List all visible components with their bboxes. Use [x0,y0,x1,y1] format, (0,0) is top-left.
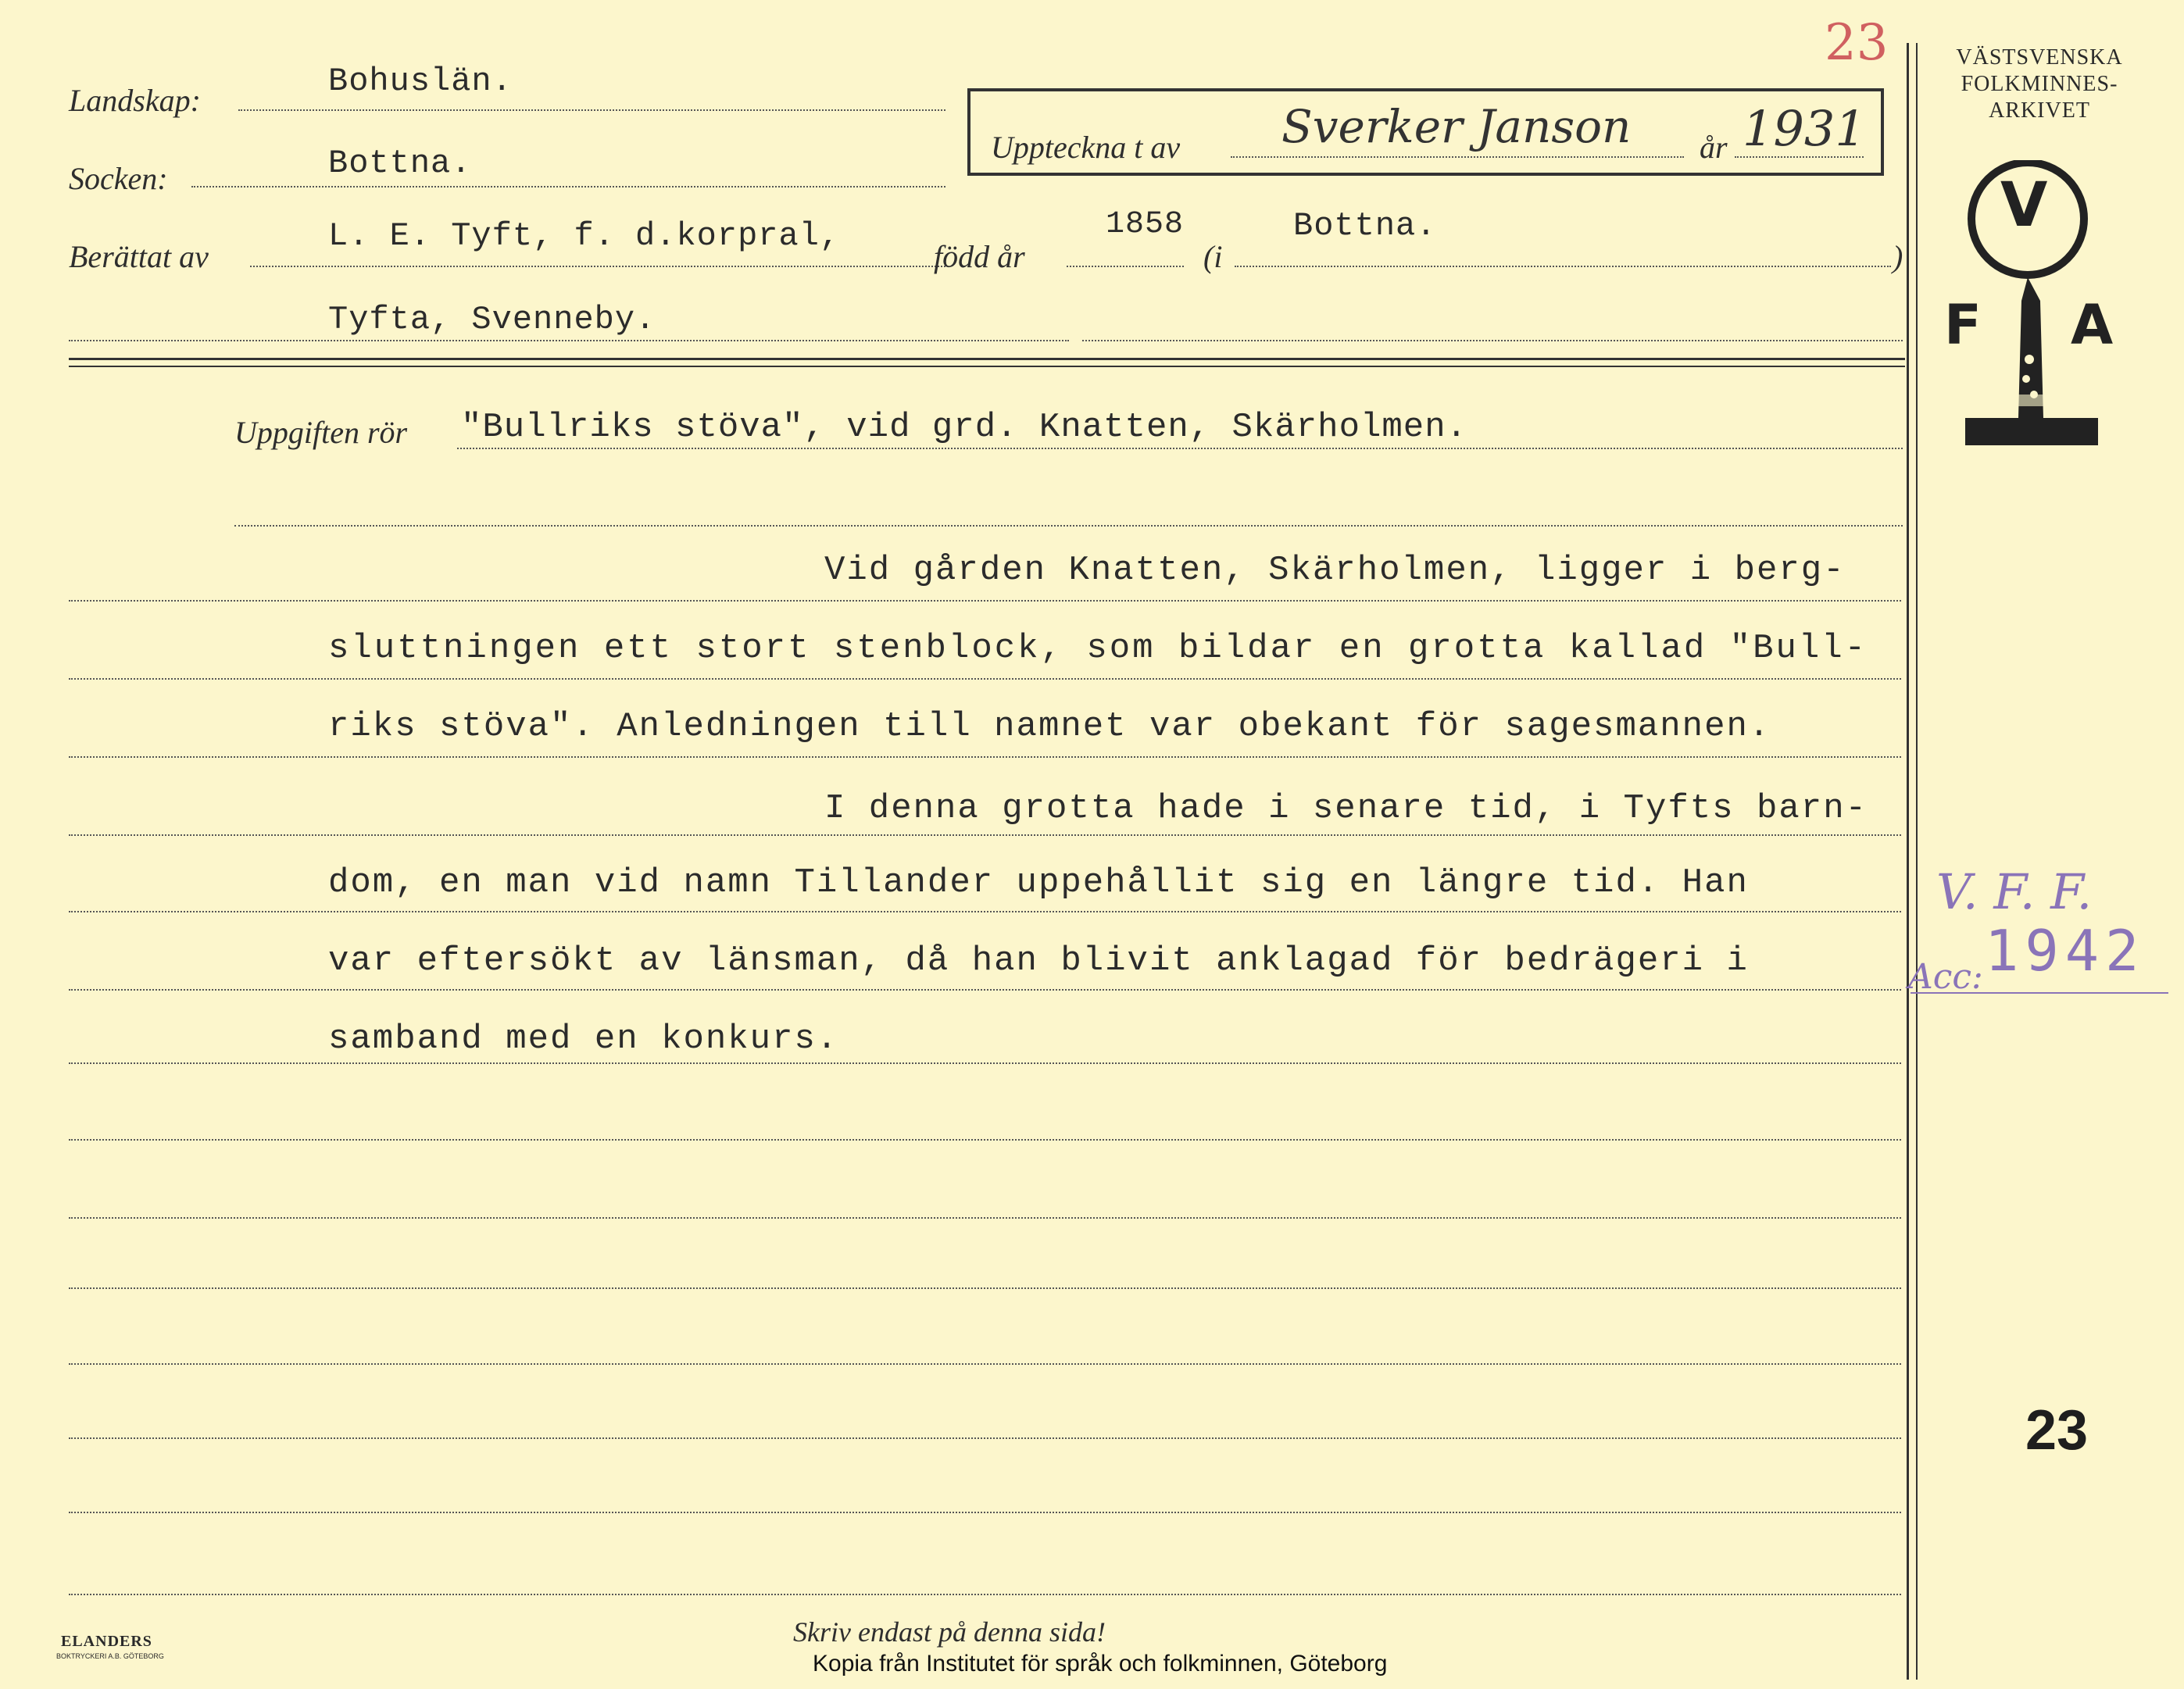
sheet-number: 23 [2025,1399,2089,1462]
writing-line [69,911,1901,912]
socken-label: Socken: [69,161,168,196]
landskap-label: Landskap: [69,83,201,118]
address-line-right [1082,340,1903,341]
stamp-vff: V. F. F. [1936,863,2093,920]
writing-line [69,1594,1901,1595]
fodd-place-open: (i [1203,239,1223,274]
copy-note: Kopia från Institutet för språk och folkminnen, Göteborg [813,1651,1388,1677]
subject-value: "Bullriks stöva", vid grd. Knatten, Skärholmen. [461,408,1468,447]
upptecknat-line [1231,156,1684,158]
ar-value: 1931 [1743,100,1866,157]
body-line-6: var eftersökt av länsman, då han blivit anklagad för bedrägeri i [328,941,1749,980]
address-value: Tyfta, Svenneby. [328,301,656,338]
body-line-7: samband med en konkurs. [328,1019,839,1059]
writing-line [69,834,1901,836]
landskap-value: Bohuslän. [328,62,513,100]
page-mark: 23 [1825,14,1889,72]
printer-sub: BOKTRYCKERI A.B. GÖTEBORG [56,1652,164,1660]
writing-line [69,678,1901,680]
subject-label: Uppgiften rör [234,415,408,450]
archive-name-2: FOLKMINNES- [1961,72,2118,96]
writing-line [69,756,1901,758]
fodd-line [1067,266,1184,267]
fodd-year: 1858 [1106,207,1185,242]
logo-letter-a: A [2071,293,2114,357]
fodd-place-close: ) [1893,239,1903,274]
footer-instruction: Skriv endast på denna sida! [793,1616,1106,1648]
socken-value: Bottna. [328,145,472,182]
header-rule-bottom [69,366,1905,367]
margin-rule-1 [1907,43,1909,1680]
body-line-1: Vid gården Knatten, Skärholmen, ligger i berg- [824,551,1846,590]
stamp-acc-label: Acc: [1908,957,1983,997]
subject-line [457,448,1903,449]
fodd-label: född år [934,239,1025,274]
socken-line [191,186,945,187]
header-rule-top [69,358,1905,360]
berattat-value: L. E. Tyft, f. d.korpral, [328,217,841,255]
archive-name-1: VÄSTSVENSKA [1956,45,2123,70]
writing-line [69,989,1901,991]
upptecknat-label: Uppteckna t av [991,130,1181,165]
body-line-3: riks stöva". Anledningen till namnet var obekant för sagesmannen. [328,707,1771,746]
upptecknat-name: Sverker Janson [1281,100,1632,153]
body-line-2: sluttningen ett stort stenblock, som bildar en grotta kallad "Bull- [328,629,1868,668]
stamp-acc-year: 1942 [1985,918,2146,984]
writing-line [69,1437,1901,1439]
writing-line [69,1512,1901,1513]
logo-letter-v: V [2000,170,2048,241]
subject-line-2 [234,525,1903,527]
logo-letter-f: F [1944,293,1982,357]
writing-line [69,600,1901,602]
writing-line [69,1363,1901,1365]
address-line-left [69,340,1069,341]
fodd-place: Bottna. [1293,207,1437,245]
landskap-line [238,109,945,111]
writing-line [69,1217,1901,1219]
berattat-line [250,266,945,267]
margin-rule-2 [1916,43,1918,1680]
body-line-4: I denna grotta hade i senare tid, i Tyfts barn- [824,789,1868,828]
writing-line [69,1287,1901,1289]
archive-name-3: ARKIVET [1989,98,2090,123]
printer-mark: ELANDERS [61,1633,152,1650]
ar-label: år [1700,130,1728,165]
writing-line [69,1139,1901,1141]
berattat-label: Berättat av [69,239,209,274]
fodd-place-line [1235,266,1891,267]
body-line-5: dom, en man vid namn Tillander uppehållit sig en längre tid. Han [328,863,1749,902]
stamp-underline [1911,992,2168,994]
writing-line [69,1062,1901,1064]
